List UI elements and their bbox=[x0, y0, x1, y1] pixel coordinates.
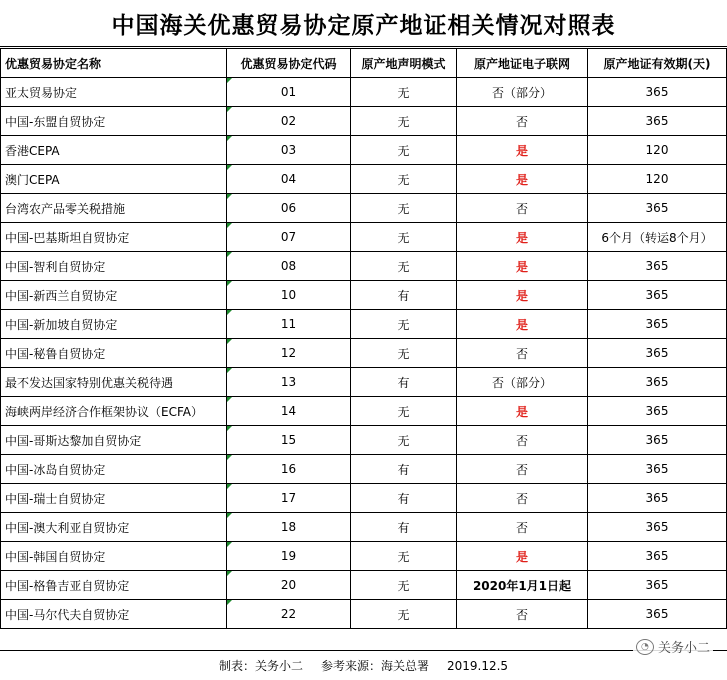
cell-electronic-network bbox=[457, 78, 588, 107]
cell-validity-days bbox=[588, 194, 727, 223]
cell-electronic-network bbox=[457, 600, 588, 629]
cell-agreement-name bbox=[1, 542, 227, 571]
cell-agreement-name-text: 中国-格鲁吉亚自贸协定 bbox=[5, 578, 130, 593]
cell-electronic-network bbox=[457, 397, 588, 426]
table-header-row bbox=[1, 49, 727, 78]
cell-electronic-network-text: 是 bbox=[515, 404, 528, 419]
watermark bbox=[633, 636, 713, 657]
cell-agreement-name-text: 中国-哥斯达黎加自贸协定 bbox=[5, 433, 142, 448]
cell-agreement-code bbox=[227, 252, 351, 281]
cell-agreement-code-text: 15 bbox=[280, 433, 297, 447]
cell-declaration-mode bbox=[351, 600, 457, 629]
cell-agreement-code bbox=[227, 136, 351, 165]
cell-declaration-mode-text: 无 bbox=[397, 578, 410, 593]
cell-agreement-code bbox=[227, 600, 351, 629]
cell-agreement-code-text: 17 bbox=[280, 491, 297, 505]
cell-agreement-name bbox=[1, 310, 227, 339]
cell-validity-days-text: 365 bbox=[645, 259, 669, 273]
cell-electronic-network-text: 是 bbox=[515, 172, 528, 187]
cell-declaration-mode-text: 无 bbox=[397, 346, 410, 361]
cell-electronic-network-text: 否 bbox=[515, 520, 528, 535]
cell-declaration-mode-text: 无 bbox=[397, 85, 410, 100]
cell-electronic-network-text: 否 bbox=[515, 462, 528, 477]
cell-agreement-code-text: 22 bbox=[280, 607, 297, 621]
cell-electronic-network-text: 是 bbox=[515, 288, 528, 303]
cell-comment-marker bbox=[227, 368, 232, 373]
cell-agreement-name-text: 中国-澳大利亚自贸协定 bbox=[5, 520, 130, 535]
cell-electronic-network-text: 是 bbox=[515, 317, 528, 332]
cell-electronic-network bbox=[457, 223, 588, 252]
cell-agreement-code-text: 06 bbox=[280, 201, 297, 215]
cell-agreement-name bbox=[1, 281, 227, 310]
cell-electronic-network bbox=[457, 368, 588, 397]
header-electronic-network: 原产地证电子联网 bbox=[457, 49, 588, 78]
table-row bbox=[1, 600, 727, 629]
table-row bbox=[1, 426, 727, 455]
cell-comment-marker bbox=[227, 542, 232, 547]
cell-validity-days bbox=[588, 165, 727, 194]
page-title: 中国海关优惠贸易协定原产地证相关情况对照表 bbox=[0, 0, 727, 47]
cell-agreement-name bbox=[1, 165, 227, 194]
cell-electronic-network bbox=[457, 194, 588, 223]
cell-agreement-name-text: 亚太贸易协定 bbox=[5, 85, 78, 100]
cell-agreement-code-text: 14 bbox=[280, 404, 297, 418]
cell-agreement-name bbox=[1, 78, 227, 107]
cell-comment-marker bbox=[227, 397, 232, 402]
cell-validity-days-text: 365 bbox=[645, 462, 669, 476]
cell-comment-marker bbox=[227, 513, 232, 518]
cell-comment-marker bbox=[227, 252, 232, 257]
cell-comment-marker bbox=[227, 165, 232, 170]
header-validity-days: 原产地证有效期(天) bbox=[588, 49, 727, 78]
table-row bbox=[1, 252, 727, 281]
table-row bbox=[1, 165, 727, 194]
cell-validity-days bbox=[588, 281, 727, 310]
cell-agreement-code-text: 02 bbox=[280, 114, 297, 128]
cell-agreement-code bbox=[227, 223, 351, 252]
cell-agreement-name-text: 海峡两岸经济合作框架协议（ECFA） bbox=[5, 404, 203, 419]
cell-declaration-mode-text: 无 bbox=[397, 259, 410, 274]
cell-electronic-network-text: 是 bbox=[515, 230, 528, 245]
header-agreement-code: 优惠贸易协定代码 bbox=[227, 49, 351, 78]
cell-electronic-network bbox=[457, 542, 588, 571]
cell-agreement-code bbox=[227, 542, 351, 571]
cell-electronic-network-text: 是 bbox=[515, 143, 528, 158]
cell-agreement-code bbox=[227, 368, 351, 397]
cell-validity-days bbox=[588, 484, 727, 513]
cell-agreement-code bbox=[227, 281, 351, 310]
cell-agreement-code-text: 07 bbox=[280, 230, 297, 244]
cell-agreement-name bbox=[1, 571, 227, 600]
cell-agreement-name-text: 澳门CEPA bbox=[5, 172, 60, 187]
cell-comment-marker bbox=[227, 455, 232, 460]
cell-declaration-mode bbox=[351, 542, 457, 571]
cell-validity-days-text: 365 bbox=[645, 317, 669, 331]
cell-declaration-mode bbox=[351, 165, 457, 194]
cell-validity-days-text: 365 bbox=[645, 288, 669, 302]
header-agreement-name: 优惠贸易协定名称 bbox=[1, 49, 227, 78]
cell-declaration-mode bbox=[351, 455, 457, 484]
cell-agreement-name-text: 中国-冰岛自贸协定 bbox=[5, 462, 106, 477]
cell-agreement-name bbox=[1, 426, 227, 455]
cell-electronic-network bbox=[457, 513, 588, 542]
cell-agreement-name-text: 中国-马尔代夫自贸协定 bbox=[5, 607, 130, 622]
cell-agreement-code bbox=[227, 513, 351, 542]
cell-declaration-mode-text: 有 bbox=[397, 288, 410, 303]
header-declaration-mode: 原产地声明模式 bbox=[351, 49, 457, 78]
cell-agreement-name bbox=[1, 223, 227, 252]
cell-agreement-code bbox=[227, 78, 351, 107]
cell-validity-days bbox=[588, 223, 727, 252]
cell-validity-days-text: 365 bbox=[645, 375, 669, 389]
cell-declaration-mode-text: 无 bbox=[397, 607, 410, 622]
cell-agreement-code-text: 08 bbox=[280, 259, 297, 273]
cell-declaration-mode bbox=[351, 368, 457, 397]
table-row bbox=[1, 397, 727, 426]
cell-comment-marker bbox=[227, 107, 232, 112]
cell-agreement-code-text: 20 bbox=[280, 578, 297, 592]
cell-agreement-code bbox=[227, 426, 351, 455]
cell-comment-marker bbox=[227, 484, 232, 489]
cell-agreement-name bbox=[1, 339, 227, 368]
table-row bbox=[1, 455, 727, 484]
cell-agreement-name-text: 中国-巴基斯坦自贸协定 bbox=[5, 230, 130, 245]
cell-declaration-mode-text: 无 bbox=[397, 549, 410, 564]
cell-electronic-network bbox=[457, 165, 588, 194]
cell-validity-days-text: 365 bbox=[645, 578, 669, 592]
cell-declaration-mode bbox=[351, 484, 457, 513]
cell-electronic-network-text: 否 bbox=[515, 607, 528, 622]
cell-electronic-network-text: 2020年1月1日起 bbox=[472, 578, 572, 593]
table-row bbox=[1, 223, 727, 252]
cell-declaration-mode bbox=[351, 194, 457, 223]
cell-agreement-code-text: 11 bbox=[280, 317, 297, 331]
cell-validity-days bbox=[588, 339, 727, 368]
cell-declaration-mode bbox=[351, 107, 457, 136]
cell-electronic-network bbox=[457, 455, 588, 484]
cell-agreement-code bbox=[227, 194, 351, 223]
cell-electronic-network bbox=[457, 252, 588, 281]
cell-agreement-name-text: 中国-秘鲁自贸协定 bbox=[5, 346, 106, 361]
cell-agreement-code-text: 03 bbox=[280, 143, 297, 157]
cell-electronic-network bbox=[457, 310, 588, 339]
cell-comment-marker bbox=[227, 223, 232, 228]
cell-agreement-code bbox=[227, 310, 351, 339]
cell-comment-marker bbox=[227, 310, 232, 315]
cell-validity-days bbox=[588, 310, 727, 339]
cell-agreement-code-text: 04 bbox=[280, 172, 297, 186]
agreement-table bbox=[0, 48, 727, 629]
cell-agreement-name bbox=[1, 484, 227, 513]
cell-electronic-network-text: 否 bbox=[515, 201, 528, 216]
cell-agreement-code bbox=[227, 107, 351, 136]
cell-electronic-network bbox=[457, 136, 588, 165]
cell-validity-days-text: 120 bbox=[645, 172, 669, 186]
cell-validity-days-text: 365 bbox=[645, 433, 669, 447]
cell-electronic-network bbox=[457, 281, 588, 310]
cell-electronic-network-text: 否 bbox=[515, 346, 528, 361]
table-row bbox=[1, 107, 727, 136]
cell-validity-days bbox=[588, 252, 727, 281]
cell-validity-days-text: 365 bbox=[645, 114, 669, 128]
cell-declaration-mode-text: 无 bbox=[397, 317, 410, 332]
cell-validity-days-text: 365 bbox=[645, 201, 669, 215]
footer-maker: 制表：关务小二 bbox=[218, 659, 303, 673]
cell-electronic-network-text: 否 bbox=[515, 491, 528, 506]
cell-declaration-mode bbox=[351, 252, 457, 281]
cell-declaration-mode bbox=[351, 339, 457, 368]
cell-declaration-mode-text: 无 bbox=[397, 114, 410, 129]
cell-agreement-code bbox=[227, 165, 351, 194]
cell-comment-marker bbox=[227, 194, 232, 199]
cell-validity-days bbox=[588, 368, 727, 397]
table-row bbox=[1, 194, 727, 223]
cell-electronic-network bbox=[457, 339, 588, 368]
cell-declaration-mode bbox=[351, 136, 457, 165]
cell-declaration-mode-text: 有 bbox=[397, 375, 410, 390]
table-row bbox=[1, 78, 727, 107]
cell-comment-marker bbox=[227, 281, 232, 286]
table-row bbox=[1, 136, 727, 165]
table-row bbox=[1, 484, 727, 513]
cell-validity-days bbox=[588, 455, 727, 484]
cell-electronic-network-text: 否（部分） bbox=[491, 375, 552, 390]
cell-validity-days-text: 6个月（转运8个月） bbox=[601, 230, 713, 245]
cell-validity-days-text: 365 bbox=[645, 549, 669, 563]
cell-electronic-network bbox=[457, 571, 588, 600]
cell-agreement-name-text: 最不发达国家特别优惠关税待遇 bbox=[5, 375, 174, 390]
cell-agreement-name bbox=[1, 368, 227, 397]
cell-agreement-name-text: 中国-瑞士自贸协定 bbox=[5, 491, 106, 506]
cell-validity-days bbox=[588, 571, 727, 600]
table-footer bbox=[0, 650, 727, 680]
cell-agreement-name-text: 中国-智利自贸协定 bbox=[5, 259, 106, 274]
cell-agreement-code bbox=[227, 455, 351, 484]
cell-declaration-mode-text: 无 bbox=[397, 230, 410, 245]
cell-agreement-name-text: 中国-东盟自贸协定 bbox=[5, 114, 106, 129]
cell-agreement-code-text: 19 bbox=[280, 549, 297, 563]
cell-validity-days-text: 365 bbox=[645, 491, 669, 505]
cell-validity-days-text: 120 bbox=[645, 143, 669, 157]
cell-validity-days-text: 365 bbox=[645, 85, 669, 99]
cell-declaration-mode bbox=[351, 571, 457, 600]
cell-validity-days bbox=[588, 136, 727, 165]
cell-agreement-name bbox=[1, 397, 227, 426]
cell-agreement-name-text: 台湾农产品零关税措施 bbox=[5, 201, 126, 216]
watermark-text: 关务小二 bbox=[657, 641, 710, 656]
cell-validity-days bbox=[588, 513, 727, 542]
cell-agreement-name bbox=[1, 513, 227, 542]
cell-agreement-code-text: 10 bbox=[280, 288, 297, 302]
table-row bbox=[1, 310, 727, 339]
cell-electronic-network bbox=[457, 426, 588, 455]
cell-agreement-name bbox=[1, 600, 227, 629]
table-row bbox=[1, 571, 727, 600]
cell-comment-marker bbox=[227, 339, 232, 344]
cell-agreement-code bbox=[227, 339, 351, 368]
cell-electronic-network-text: 否（部分） bbox=[491, 85, 552, 100]
table-row bbox=[1, 513, 727, 542]
cell-validity-days bbox=[588, 397, 727, 426]
cell-validity-days-text: 365 bbox=[645, 346, 669, 360]
cell-electronic-network-text: 否 bbox=[515, 433, 528, 448]
cell-agreement-name-text: 中国-新西兰自贸协定 bbox=[5, 288, 118, 303]
cell-agreement-code bbox=[227, 484, 351, 513]
cell-declaration-mode bbox=[351, 223, 457, 252]
cell-comment-marker bbox=[227, 600, 232, 605]
cell-declaration-mode bbox=[351, 78, 457, 107]
cell-agreement-name-text: 中国-韩国自贸协定 bbox=[5, 549, 106, 564]
cell-comment-marker bbox=[227, 571, 232, 576]
table-row bbox=[1, 368, 727, 397]
cell-agreement-name-text: 中国-新加坡自贸协定 bbox=[5, 317, 118, 332]
cell-agreement-code-text: 16 bbox=[280, 462, 297, 476]
cell-electronic-network-text: 否 bbox=[515, 114, 528, 129]
cell-validity-days-text: 365 bbox=[645, 607, 669, 621]
cell-comment-marker bbox=[227, 78, 232, 83]
cell-validity-days bbox=[588, 426, 727, 455]
table-row bbox=[1, 339, 727, 368]
cell-agreement-name bbox=[1, 136, 227, 165]
cell-declaration-mode-text: 有 bbox=[397, 462, 410, 477]
cell-declaration-mode-text: 无 bbox=[397, 143, 410, 158]
cell-declaration-mode-text: 无 bbox=[397, 172, 410, 187]
cell-validity-days bbox=[588, 542, 727, 571]
cell-declaration-mode bbox=[351, 281, 457, 310]
cell-declaration-mode-text: 无 bbox=[397, 201, 410, 216]
cell-declaration-mode bbox=[351, 397, 457, 426]
cell-agreement-code-text: 01 bbox=[280, 85, 297, 99]
cell-electronic-network bbox=[457, 107, 588, 136]
cell-comment-marker bbox=[227, 136, 232, 141]
cell-electronic-network-text: 是 bbox=[515, 259, 528, 274]
table-row bbox=[1, 542, 727, 571]
cell-declaration-mode bbox=[351, 310, 457, 339]
cell-declaration-mode-text: 有 bbox=[397, 520, 410, 535]
wechat-icon: ◔ bbox=[636, 639, 654, 655]
cell-agreement-code bbox=[227, 571, 351, 600]
table-row bbox=[1, 281, 727, 310]
cell-agreement-code-text: 12 bbox=[280, 346, 297, 360]
cell-comment-marker bbox=[227, 426, 232, 431]
cell-declaration-mode-text: 无 bbox=[397, 433, 410, 448]
cell-validity-days bbox=[588, 107, 727, 136]
cell-agreement-code bbox=[227, 397, 351, 426]
cell-validity-days bbox=[588, 78, 727, 107]
cell-agreement-code-text: 18 bbox=[280, 520, 297, 534]
cell-validity-days-text: 365 bbox=[645, 404, 669, 418]
cell-declaration-mode bbox=[351, 513, 457, 542]
cell-agreement-name bbox=[1, 107, 227, 136]
cell-agreement-code-text: 13 bbox=[280, 375, 297, 389]
cell-agreement-name-text: 香港CEPA bbox=[5, 143, 60, 158]
cell-electronic-network-text: 是 bbox=[515, 549, 528, 564]
footer-source: 参考来源：海关总署 bbox=[320, 659, 429, 673]
cell-validity-days-text: 365 bbox=[645, 520, 669, 534]
cell-declaration-mode-text: 有 bbox=[397, 491, 410, 506]
cell-agreement-name bbox=[1, 194, 227, 223]
cell-declaration-mode-text: 无 bbox=[397, 404, 410, 419]
footer-date: 2019.12.5 bbox=[446, 658, 509, 673]
cell-validity-days bbox=[588, 600, 727, 629]
cell-agreement-name bbox=[1, 252, 227, 281]
cell-declaration-mode bbox=[351, 426, 457, 455]
cell-electronic-network bbox=[457, 484, 588, 513]
cell-agreement-name bbox=[1, 455, 227, 484]
